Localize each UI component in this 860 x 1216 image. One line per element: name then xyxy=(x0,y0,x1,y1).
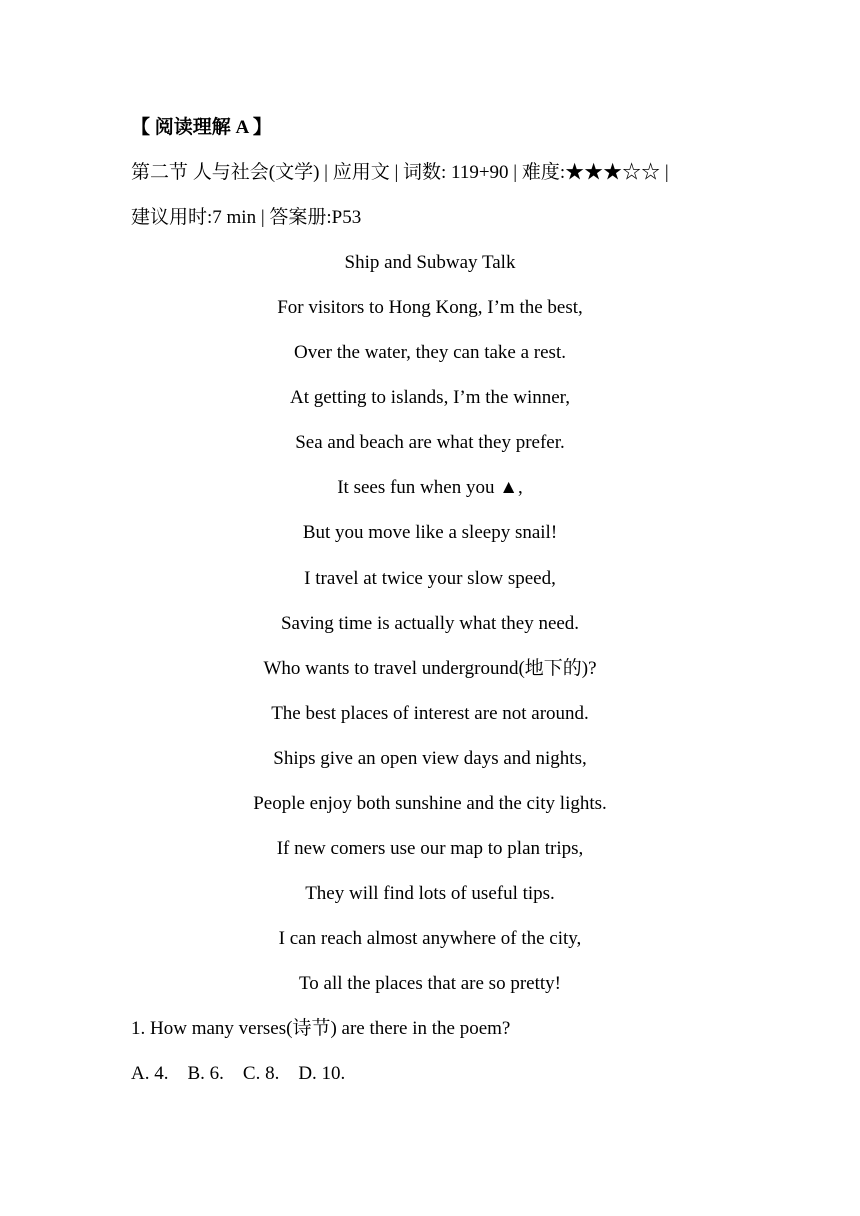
poem-line: People enjoy both sunshine and the city lights. xyxy=(253,793,607,814)
poem-line: It sees fun when you ▲, xyxy=(337,477,523,498)
poem-line: I travel at twice your slow speed, xyxy=(304,568,556,589)
poem-line: Saving time is actually what they need. xyxy=(280,613,580,634)
poem-line: Ships give an open view days and nights, xyxy=(273,748,587,769)
poem-line: Sea and beach are what they prefer. xyxy=(295,432,565,453)
section-title: 【 阅读理解 A 】 xyxy=(131,117,272,138)
question-options: A. 4. B. 6. C. 8. D. 10. xyxy=(131,1063,346,1084)
poem-line: To all the places that are so pretty! xyxy=(299,973,561,994)
poem-line: The best places of interest are not around. xyxy=(271,703,589,724)
question-text: 1. How many verses(诗节) are there in the poem? xyxy=(131,1018,511,1039)
poem-line: They will find lots of useful tips. xyxy=(305,883,555,904)
poem-line: For visitors to Hong Kong, I’m the best, xyxy=(277,297,583,318)
poem-line: I can reach almost anywhere of the city, xyxy=(278,928,582,949)
meta-info-line-2: 建议用时:7 min | 答案册:P53 xyxy=(131,207,362,228)
poem-line: At getting to islands, I’m the winner, xyxy=(290,387,570,408)
poem-line: But you move like a sleepy snail! xyxy=(302,522,558,543)
poem-title: Ship and Subway Talk xyxy=(344,252,516,273)
poem-line: Over the water, they can take a rest. xyxy=(294,342,566,363)
poem-line: If new comers use our map to plan trips, xyxy=(276,838,584,859)
meta-info-line-1: 第二节 人与社会(文学) | 应用文 | 词数: 119+90 | 难度:★★★☆☆ | xyxy=(131,162,669,183)
poem-line: Who wants to travel underground(地下的)? xyxy=(263,658,597,679)
